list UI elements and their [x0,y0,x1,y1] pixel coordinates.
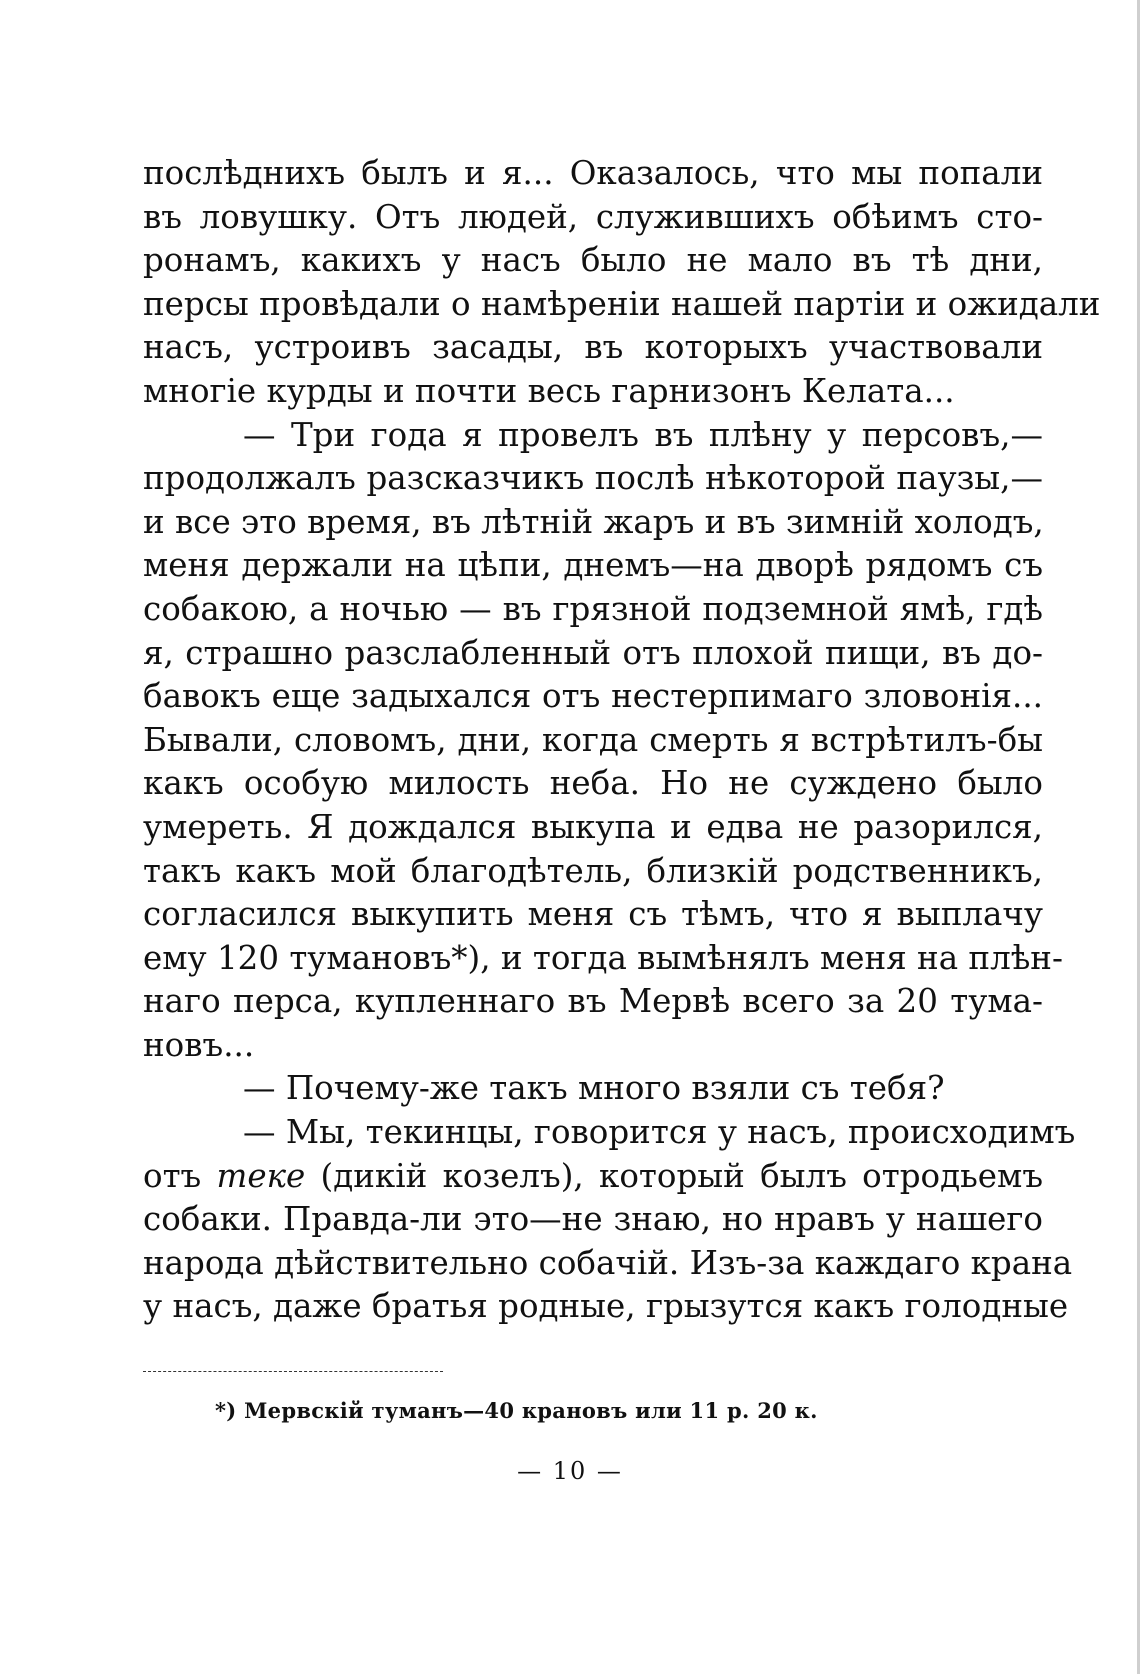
text-line: у насъ, даже братья родные, грызутся какъ голодные [143,1287,1069,1326]
text-line: наго перса, купленнаго въ Мервѣ всего за 20 тума- [143,982,1043,1021]
text-line: въ ловушку. Отъ людей, служившихъ обѣимъ сто- [143,197,1043,236]
text-line: продолжалъ разсказчикъ послѣ нѣкоторой паузы,— [143,459,1043,498]
text-line: персы провѣдали о намѣреніи нашей партіи и ожидали [143,284,1101,323]
text-fragment: отъ [143,1156,217,1195]
text-line: Бывали, словомъ, дни, когда смерть я встрѣтилъ-бы [143,720,1043,759]
text-line: ронамъ, какихъ у насъ было не мало въ тѣ дни, [143,241,1043,280]
text-line: собакою, а ночью — въ грязной подземной ямѣ, гдѣ [143,589,1043,628]
text-line-with-italic [143,1155,1043,1199]
text-line: бавокъ еще задыхался отъ нестерпимаго зловонія... [143,677,1043,716]
text-line: меня держали на цѣпи, днемъ—на дворѣ рядомъ съ [143,546,1043,585]
body-text [143,152,1101,1329]
page-number: — 10 — [517,1457,623,1485]
text-line: народа дѣйствительно собачій. Изъ-за каждаго крана [143,1243,1073,1282]
text-line: какъ особую милость неба. Но не суждено было [143,764,1043,803]
text-line: новъ... [143,1025,255,1064]
text-line: — Почему-же такъ много взяли съ тебя? [243,1069,945,1108]
text-line: насъ, устроивъ засады, въ которыхъ участвовали [143,328,1043,367]
text-line: собаки. Правда-ли это—не знаю, но нравъ у нашего [143,1200,1043,1239]
footnote-divider [143,1371,443,1372]
text-line: я, страшно разслабленный отъ плохой пищи, въ до- [143,633,1043,672]
text-line: и все это время, въ лѣтній жаръ и въ зимній холодъ, [143,502,1044,541]
text-line: такъ какъ мой благодѣтель, близкій родственникъ, [143,851,1043,890]
text-line: — Мы, текинцы, говорится у насъ, происходимъ [243,1113,1076,1152]
footnote: *) Мервскій туманъ—40 крановъ или 11 р. 20 к. [215,1398,818,1423]
text-line: послѣднихъ былъ и я... Оказалось, что мы попали [143,154,1043,192]
text-line: умереть. Я дождался выкупа и едва не разорился, [143,807,1043,846]
italic-word: теке [216,1156,306,1195]
text-line: многіе курды и почти весь гарнизонъ Келата... [143,371,955,410]
text-fragment: (дикій козелъ), который былъ отродьемъ [305,1156,1043,1195]
text-line: — Три года я провелъ въ плѣну у персовъ,— [243,415,1043,454]
text-line: ему 120 тумановъ*), и тогда вымѣнялъ меня на плѣн- [143,938,1063,977]
text-line: согласился выкупить меня съ тѣмъ, что я выплачу [143,895,1043,934]
